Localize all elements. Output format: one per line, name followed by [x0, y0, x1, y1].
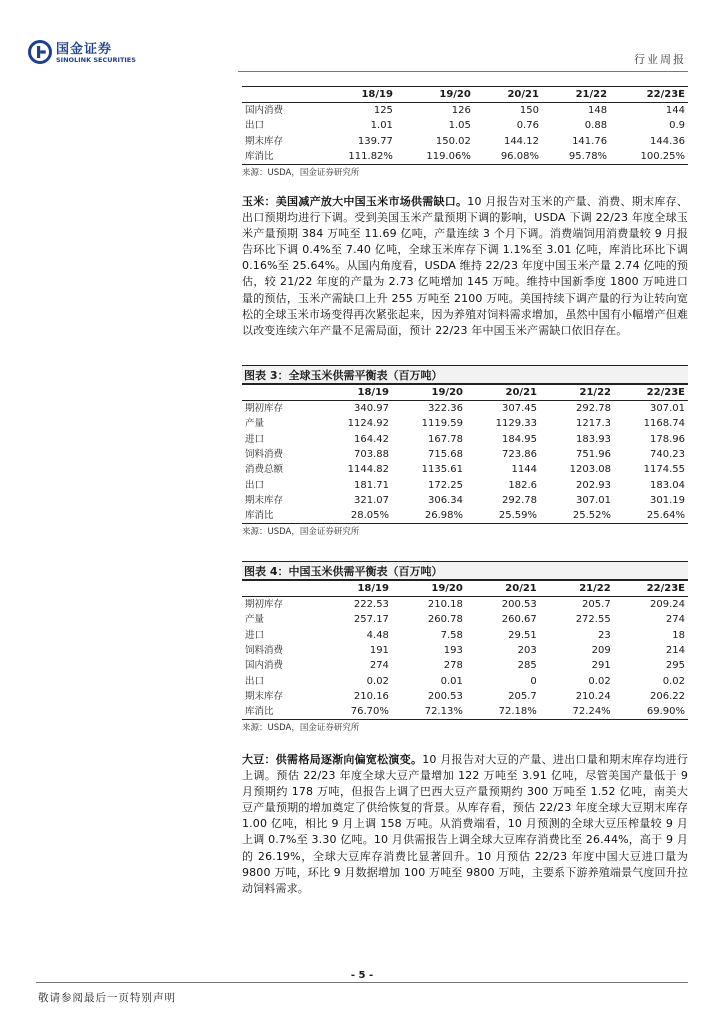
paragraph-body: 10 月报告对大豆的产量、进出口量和期末库存均进行上调。预估 22/23 年度全球大豆产量增加 122 万吨至 3.91 亿吨，尽管美国产量低于 9 月预期约 178 万吨，但报告上调了巴西大豆产量预期约 300 万吨至 1.52 亿吨，南美大豆产量预期的增加奠定了供给恢复的背景。从库存看，预估 22/23 年度全球大豆期末库存 1.00 亿吨，相比 9 月上调 158 万吨。从消费端看，10 月预测的全球大豆压榨量较 9 月上调 0.7%至 3.30 亿吨。10 月供需报告上调全球大豆库存消费比至 26.44%，高于 9 月的 26.19%，全球大豆库存消费比显著回升。10 月预估 22/23 年度中国大豆进口量为 9800 万吨，环比 9 月数据增加 100 万吨至 9800 万吨，主要系下游养殖端景气度回升拉动饲料需求。 — [242, 753, 688, 895]
row-label: 期末库存 — [245, 495, 284, 507]
column-header: 18/19 — [318, 87, 396, 103]
footer-divider — [36, 982, 688, 983]
table-cell: 751.96 — [576, 448, 611, 460]
table-row — [242, 493, 688, 508]
row-label: 期初库存 — [245, 599, 284, 610]
column-header: 18/19 — [318, 581, 392, 597]
table-row — [242, 704, 688, 720]
table-row — [242, 431, 688, 446]
table-cell: 1174.55 — [643, 464, 685, 476]
header-corner — [242, 385, 318, 401]
table-row — [242, 462, 688, 477]
table-row — [242, 643, 688, 658]
row-label: 产量 — [245, 614, 265, 626]
table-cell: 1144 — [511, 464, 537, 476]
table-cell: 209 — [591, 644, 611, 656]
table-cell: 25.64% — [614, 508, 688, 524]
table-header-row — [242, 581, 688, 597]
table-cell: 1144.82 — [347, 464, 389, 476]
table-cell: 1124.92 — [347, 418, 389, 430]
paragraph-body: 10 月报告对玉米的产量、消费、期末库存、出口预期均进行下调。受到美国玉米产量预期下调的影响，USDA 下调 22/23 年度全球玉米产量预期 384 万吨至 11.69 亿吨，产量连续 3 个月下调。消费端饲用消费量较 9 月报告环比下调 0.4%至 7.40 亿吨，全球玉米库存下调 1.1%至 3.01 亿吨，库消比环比下调 0.16%至 25.64%。从国内角度看，USDA 维持 22/23 年度中国玉米产量 2.74 亿吨的预估，较 21/22 年度的产量为 2.73 亿吨增加 145 万吨。维持中国新季度 1800 万吨进口量的预估，玉米产需缺口上升 255 万吨至 2100 万吨。美国持续下调产量的行为让转向宽松的全球玉米市场变得再次紧张起来，因为养殖对饲料需求增加，虽然中国有小幅增产但难以改变连续六年产量不足需局面，预计 22/23 年中国玉米产需缺口依旧存在。 — [242, 195, 688, 337]
table-cell: 26.98% — [392, 508, 466, 524]
column-header: 18/19 — [318, 385, 392, 401]
figure-4 — [242, 561, 688, 735]
table-cell: 222.53 — [353, 599, 389, 610]
row-label: 饲料消费 — [245, 448, 284, 460]
table-cell: 1119.59 — [421, 418, 463, 430]
table-cell: 29.51 — [508, 629, 537, 641]
row-label: 饲料消费 — [245, 644, 284, 656]
table-cell: 119.06% — [396, 149, 474, 165]
table-row — [242, 133, 688, 148]
table-cell: 306.34 — [428, 495, 463, 507]
column-header: 20/21 — [466, 581, 540, 597]
table-row — [242, 689, 688, 704]
row-label: 出口 — [245, 675, 265, 687]
table-cell: 260.67 — [501, 614, 537, 626]
table-cell: 150 — [519, 105, 539, 116]
column-header: 21/22 — [540, 581, 614, 597]
table-row — [242, 416, 688, 431]
table-cell: 1135.61 — [421, 464, 463, 476]
table-cell: 200.53 — [501, 599, 537, 610]
row-label: 产量 — [245, 418, 265, 430]
table-row — [242, 478, 688, 493]
table-cell: 144 — [665, 105, 685, 116]
table-cell: 274 — [665, 614, 685, 626]
table-cell: 183.93 — [576, 433, 611, 445]
row-label: 国内消费 — [245, 660, 284, 672]
table-cell: 307.45 — [502, 403, 537, 414]
table-cell: 202.93 — [576, 479, 611, 491]
column-header: 19/20 — [396, 87, 474, 103]
table-cell: 340.97 — [354, 403, 389, 414]
table-cell: 715.68 — [428, 448, 463, 460]
table-cell: 322.36 — [428, 403, 463, 414]
source-note: 来源：USDA，国金证券研究所 — [242, 167, 360, 178]
table-cell: 96.08% — [474, 149, 542, 165]
table-row — [242, 658, 688, 673]
column-header: 19/20 — [392, 385, 466, 401]
table-row — [242, 118, 688, 133]
table-cell: 1.05 — [448, 120, 471, 132]
table-cell: 200.53 — [427, 691, 463, 703]
table-cell: 209.24 — [650, 599, 685, 610]
table-row — [242, 401, 688, 417]
sinolink-logo-icon — [28, 40, 52, 64]
table-cell: 111.82% — [318, 149, 396, 165]
table-cell: 203 — [517, 644, 537, 656]
table-cell: 210.16 — [353, 691, 389, 703]
table-cell: 0.02 — [588, 675, 611, 687]
table-cell: 307.01 — [650, 403, 685, 414]
table-cell: 0.9 — [669, 120, 685, 132]
table-row — [242, 612, 688, 627]
row-label: 国内消费 — [245, 105, 284, 116]
table-cell: 18 — [672, 629, 685, 641]
table-cell: 184.95 — [502, 433, 537, 445]
table-cell: 72.18% — [466, 704, 540, 720]
column-header: 20/21 — [466, 385, 540, 401]
table-cell: 0.88 — [584, 120, 608, 132]
table-cell: 205.7 — [582, 599, 611, 610]
page-number: - 5 - — [350, 970, 374, 981]
table-row — [242, 447, 688, 462]
table-cell: 206.22 — [650, 691, 685, 703]
table-global-corn — [242, 384, 688, 524]
table-cell: 95.78% — [542, 149, 610, 165]
row-label: 出口 — [245, 479, 265, 491]
figure-title: 图表 4：中国玉米供需平衡表（百万吨） — [242, 561, 688, 580]
table-cell: 183.04 — [650, 479, 685, 491]
table-cell: 144.12 — [503, 135, 539, 147]
row-label: 进口 — [245, 433, 265, 445]
document-type: 行业周报 — [634, 53, 686, 66]
table-cell: 260.78 — [427, 614, 463, 626]
table-cell: 1129.33 — [495, 418, 537, 430]
table-cell: 1203.08 — [569, 464, 611, 476]
table-cell: 1.01 — [370, 120, 393, 132]
table-cell: 4.48 — [366, 629, 389, 641]
table-cell: 703.88 — [354, 448, 389, 460]
table-cell: 1168.74 — [643, 418, 685, 430]
table-cell: 191 — [369, 644, 389, 656]
table-header-row — [242, 87, 688, 103]
table-cell: 193 — [443, 644, 463, 656]
table-china-corn — [242, 580, 688, 720]
table-cell: 723.86 — [502, 448, 537, 460]
table-row — [242, 597, 688, 613]
table-cell: 181.71 — [354, 479, 389, 491]
header-corner — [242, 87, 318, 103]
paragraph-lead: 大豆：供需格局逐渐向偏宽松演变。 — [242, 753, 423, 766]
row-label: 期末库存 — [245, 691, 284, 703]
table-cell: 740.23 — [650, 448, 685, 460]
figure-3 — [242, 365, 688, 539]
table-cell: 148 — [587, 105, 608, 116]
table-cell: 292.78 — [502, 495, 537, 507]
table-cell: 301.19 — [650, 495, 685, 507]
table-cell: 307.01 — [576, 495, 611, 507]
table-cell: 144.36 — [650, 135, 685, 147]
table-cell: 100.25% — [610, 149, 688, 165]
table-top — [242, 86, 688, 165]
row-label: 库消比 — [242, 704, 318, 720]
column-header: 19/20 — [392, 581, 466, 597]
table-cell: 150.02 — [435, 135, 471, 147]
table-cell: 72.13% — [392, 704, 466, 720]
table-top-section — [242, 86, 688, 180]
figure-title: 图表 3：全球玉米供需平衡表（百万吨） — [242, 365, 688, 384]
header-divider — [238, 71, 688, 72]
column-header: 21/22 — [540, 385, 614, 401]
logo-text-en: SINOLINK SECURITIES — [56, 56, 136, 64]
table-cell: 0 — [530, 675, 537, 687]
table-row — [242, 674, 688, 689]
table-cell: 7.58 — [440, 629, 463, 641]
table-cell: 214 — [665, 644, 685, 656]
table-cell: 25.59% — [466, 508, 540, 524]
column-header: 22/23E — [610, 87, 688, 103]
table-cell: 272.55 — [575, 614, 611, 626]
row-label: 期末库存 — [245, 135, 284, 147]
source-note: 来源：USDA，国金证券研究所 — [242, 527, 360, 538]
table-cell: 178.96 — [650, 433, 685, 445]
logo-text-cn: 国金证券 — [56, 42, 113, 57]
page-header — [0, 0, 724, 70]
row-label: 进口 — [245, 629, 265, 641]
paragraph-lead: 玉米：美国减产放大中国玉米市场供需缺口。 — [242, 195, 468, 208]
table-cell: 278 — [443, 660, 463, 672]
table-cell: 0.02 — [366, 675, 389, 687]
table-cell: 292.78 — [576, 403, 611, 414]
table-row — [242, 627, 688, 642]
column-header: 20/21 — [474, 87, 542, 103]
table-cell: 126 — [451, 105, 471, 116]
row-label: 消费总额 — [245, 464, 284, 476]
disclaimer-text: 敬请参阅最后一页特别声明 — [38, 992, 176, 1004]
table-row — [242, 103, 688, 119]
table-cell: 72.24% — [540, 704, 614, 720]
table-cell: 172.25 — [428, 479, 463, 491]
table-cell: 167.78 — [428, 433, 463, 445]
table-cell: 164.42 — [354, 433, 389, 445]
table-row — [242, 149, 688, 165]
table-cell: 23 — [597, 629, 611, 641]
table-cell: 139.77 — [357, 135, 393, 147]
table-cell: 285 — [517, 660, 537, 672]
header-corner — [242, 581, 318, 597]
table-cell: 0.02 — [662, 675, 685, 687]
table-cell: 291 — [591, 660, 611, 672]
table-cell: 141.76 — [572, 135, 608, 147]
table-cell: 182.6 — [508, 479, 537, 491]
table-row — [242, 508, 688, 524]
table-cell: 210.24 — [575, 691, 611, 703]
source-note: 来源：USDA，国金证券研究所 — [242, 723, 360, 734]
table-cell: 0.01 — [440, 675, 463, 687]
row-label: 出口 — [245, 120, 265, 132]
table-cell: 274 — [369, 660, 389, 672]
table-cell: 257.17 — [353, 614, 389, 626]
table-cell: 295 — [665, 660, 685, 672]
row-label: 库消比 — [242, 149, 318, 165]
table-header-row — [242, 385, 688, 401]
table-cell: 69.90% — [614, 704, 688, 720]
table-cell: 28.05% — [318, 508, 392, 524]
company-logo — [28, 38, 148, 68]
table-cell: 205.7 — [508, 691, 537, 703]
table-cell: 321.07 — [354, 495, 389, 507]
table-cell: 1217.3 — [576, 418, 611, 430]
table-cell: 210.18 — [427, 599, 463, 610]
paragraph-soybean — [242, 752, 688, 897]
table-cell: 76.70% — [318, 704, 392, 720]
row-label: 库消比 — [242, 508, 318, 524]
table-cell: 25.52% — [540, 508, 614, 524]
table-cell: 125 — [373, 105, 393, 116]
column-header: 22/23E — [614, 385, 688, 401]
paragraph-corn — [242, 194, 688, 339]
row-label: 期初库存 — [245, 403, 284, 414]
column-header: 21/22 — [542, 87, 610, 103]
table-cell: 0.76 — [516, 120, 539, 132]
column-header: 22/23E — [614, 581, 688, 597]
